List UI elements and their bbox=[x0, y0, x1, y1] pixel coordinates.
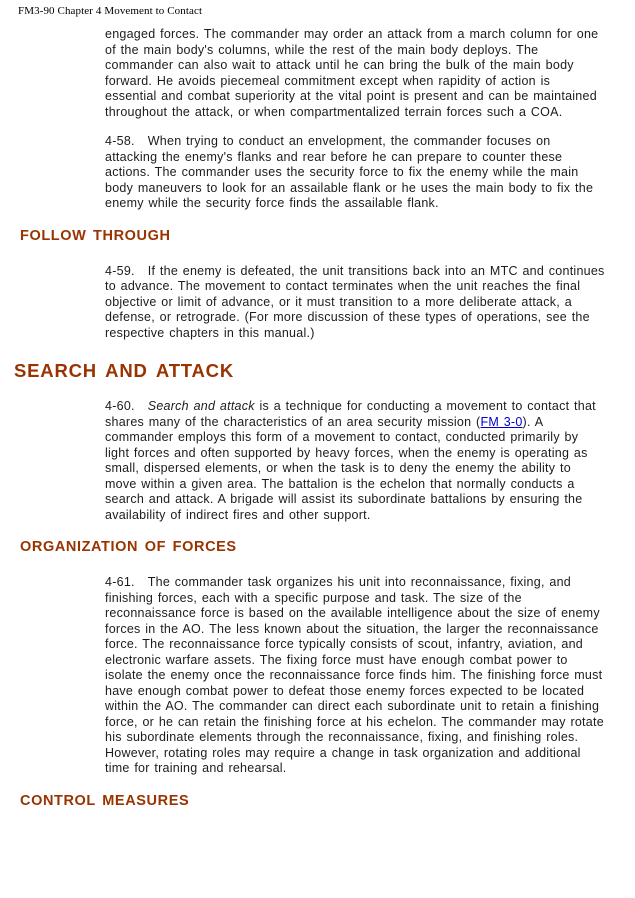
paragraph-text: engaged forces. The commander may order an attack from a march column for one of the main body's columns, while the rest of the main body deploys. The commander can also wait to attack until he can bring the bulk of the main body forward. He avoids piecemeal commitment except when rapidity of action is essential and combat superiority at the vital point is present and can be maintained throughout the attack, or when compartmentalized terrain forces such a COA. bbox=[105, 27, 599, 119]
paragraph-intro-continuation bbox=[105, 27, 605, 120]
fm-3-0-link[interactable]: FM 3-0 bbox=[480, 414, 523, 429]
paragraph-text: ). A commander employs this form of a movement to contact, conducted primarily by light forces and often supported by heavy forces, when the enemy is operating as small, dispersed elements, or when the task is to deny the enemy the ability to move within a given area. The battalion is the echelon that normally conducts a search and attack. A brigade will assist its subordinate battalions by ensuring the availability of indirect fires and other support. bbox=[105, 414, 588, 522]
paragraph-number: 4-59. bbox=[105, 263, 135, 278]
paragraph-4-61 bbox=[105, 575, 605, 777]
paragraph-text: The commander task organizes his unit into reconnaissance, fixing, and finishing forces, each with a specific purpose and task. The size of the reconnaissance force is based on the available intelligence about the size of enemy forces in the AO. The less known about the situation, the larger the reconnaissance force. The reconnaissance force typically consists of scout, infantry, aviation, and electronic warfare assets. The fixing force must have enough combat power to isolate the enemy once the reconnaissance force finds him. The finishing force must have enough combat power to defeat those enemy forces expected to be located within the AO. The commander can direct each subordinate unit to retain a finishing force, or he can retain the finishing force at his echelon. The commander may rotate his subordinate elements through the reconnaissance, fixing, and finishing roles. However, rotating roles may require a change in task organization and additional time for training and rehearsal. bbox=[105, 575, 604, 775]
italic-term-search-and-attack: Search and attack bbox=[147, 399, 255, 413]
paragraph-text: If the enemy is defeated, the unit transitions back into an MTC and continues to advance. The movement to contact terminates when the unit reaches the final objective or limit of advance, or it must transition to a more deliberate attack, a defense, or retrograde. (For more discussion of these types of operations, see the respective chapters in this manual.) bbox=[105, 263, 605, 340]
paragraph-4-60 bbox=[105, 399, 605, 523]
paragraph-text: When trying to conduct an envelopment, the commander focuses on attacking the enemy's flanks and rear before he can prepare to counter these actions. The commander uses the security force to fix the enemy while the main body maneuvers to look for an assailable flank or he uses the main body to fix the enemy while the security force finds the assailable flank. bbox=[105, 134, 594, 210]
paragraph-4-59 bbox=[105, 264, 605, 342]
document-body bbox=[0, 17, 635, 809]
heading-organization-of-forces: ORGANIZATION OF FORCES bbox=[20, 539, 237, 555]
paragraph-number: 4-60. bbox=[105, 399, 135, 413]
paragraph-number: 4-61. bbox=[105, 575, 135, 589]
paragraph-number: 4-58. bbox=[105, 134, 135, 148]
heading-control-measures: CONTROL MEASURES bbox=[20, 792, 190, 809]
paragraph-4-58 bbox=[105, 134, 605, 212]
heading-follow-through: FOLLOW THROUGH bbox=[20, 227, 171, 244]
document-header: FM3-90 Chapter 4 Movement to Contact bbox=[18, 5, 203, 17]
heading-search-and-attack: SEARCH AND ATTACK bbox=[14, 360, 235, 381]
paragraph-text: is a technique for conducting a movement to contact that shares many of the characteristics of an area security mission ( bbox=[105, 399, 596, 429]
